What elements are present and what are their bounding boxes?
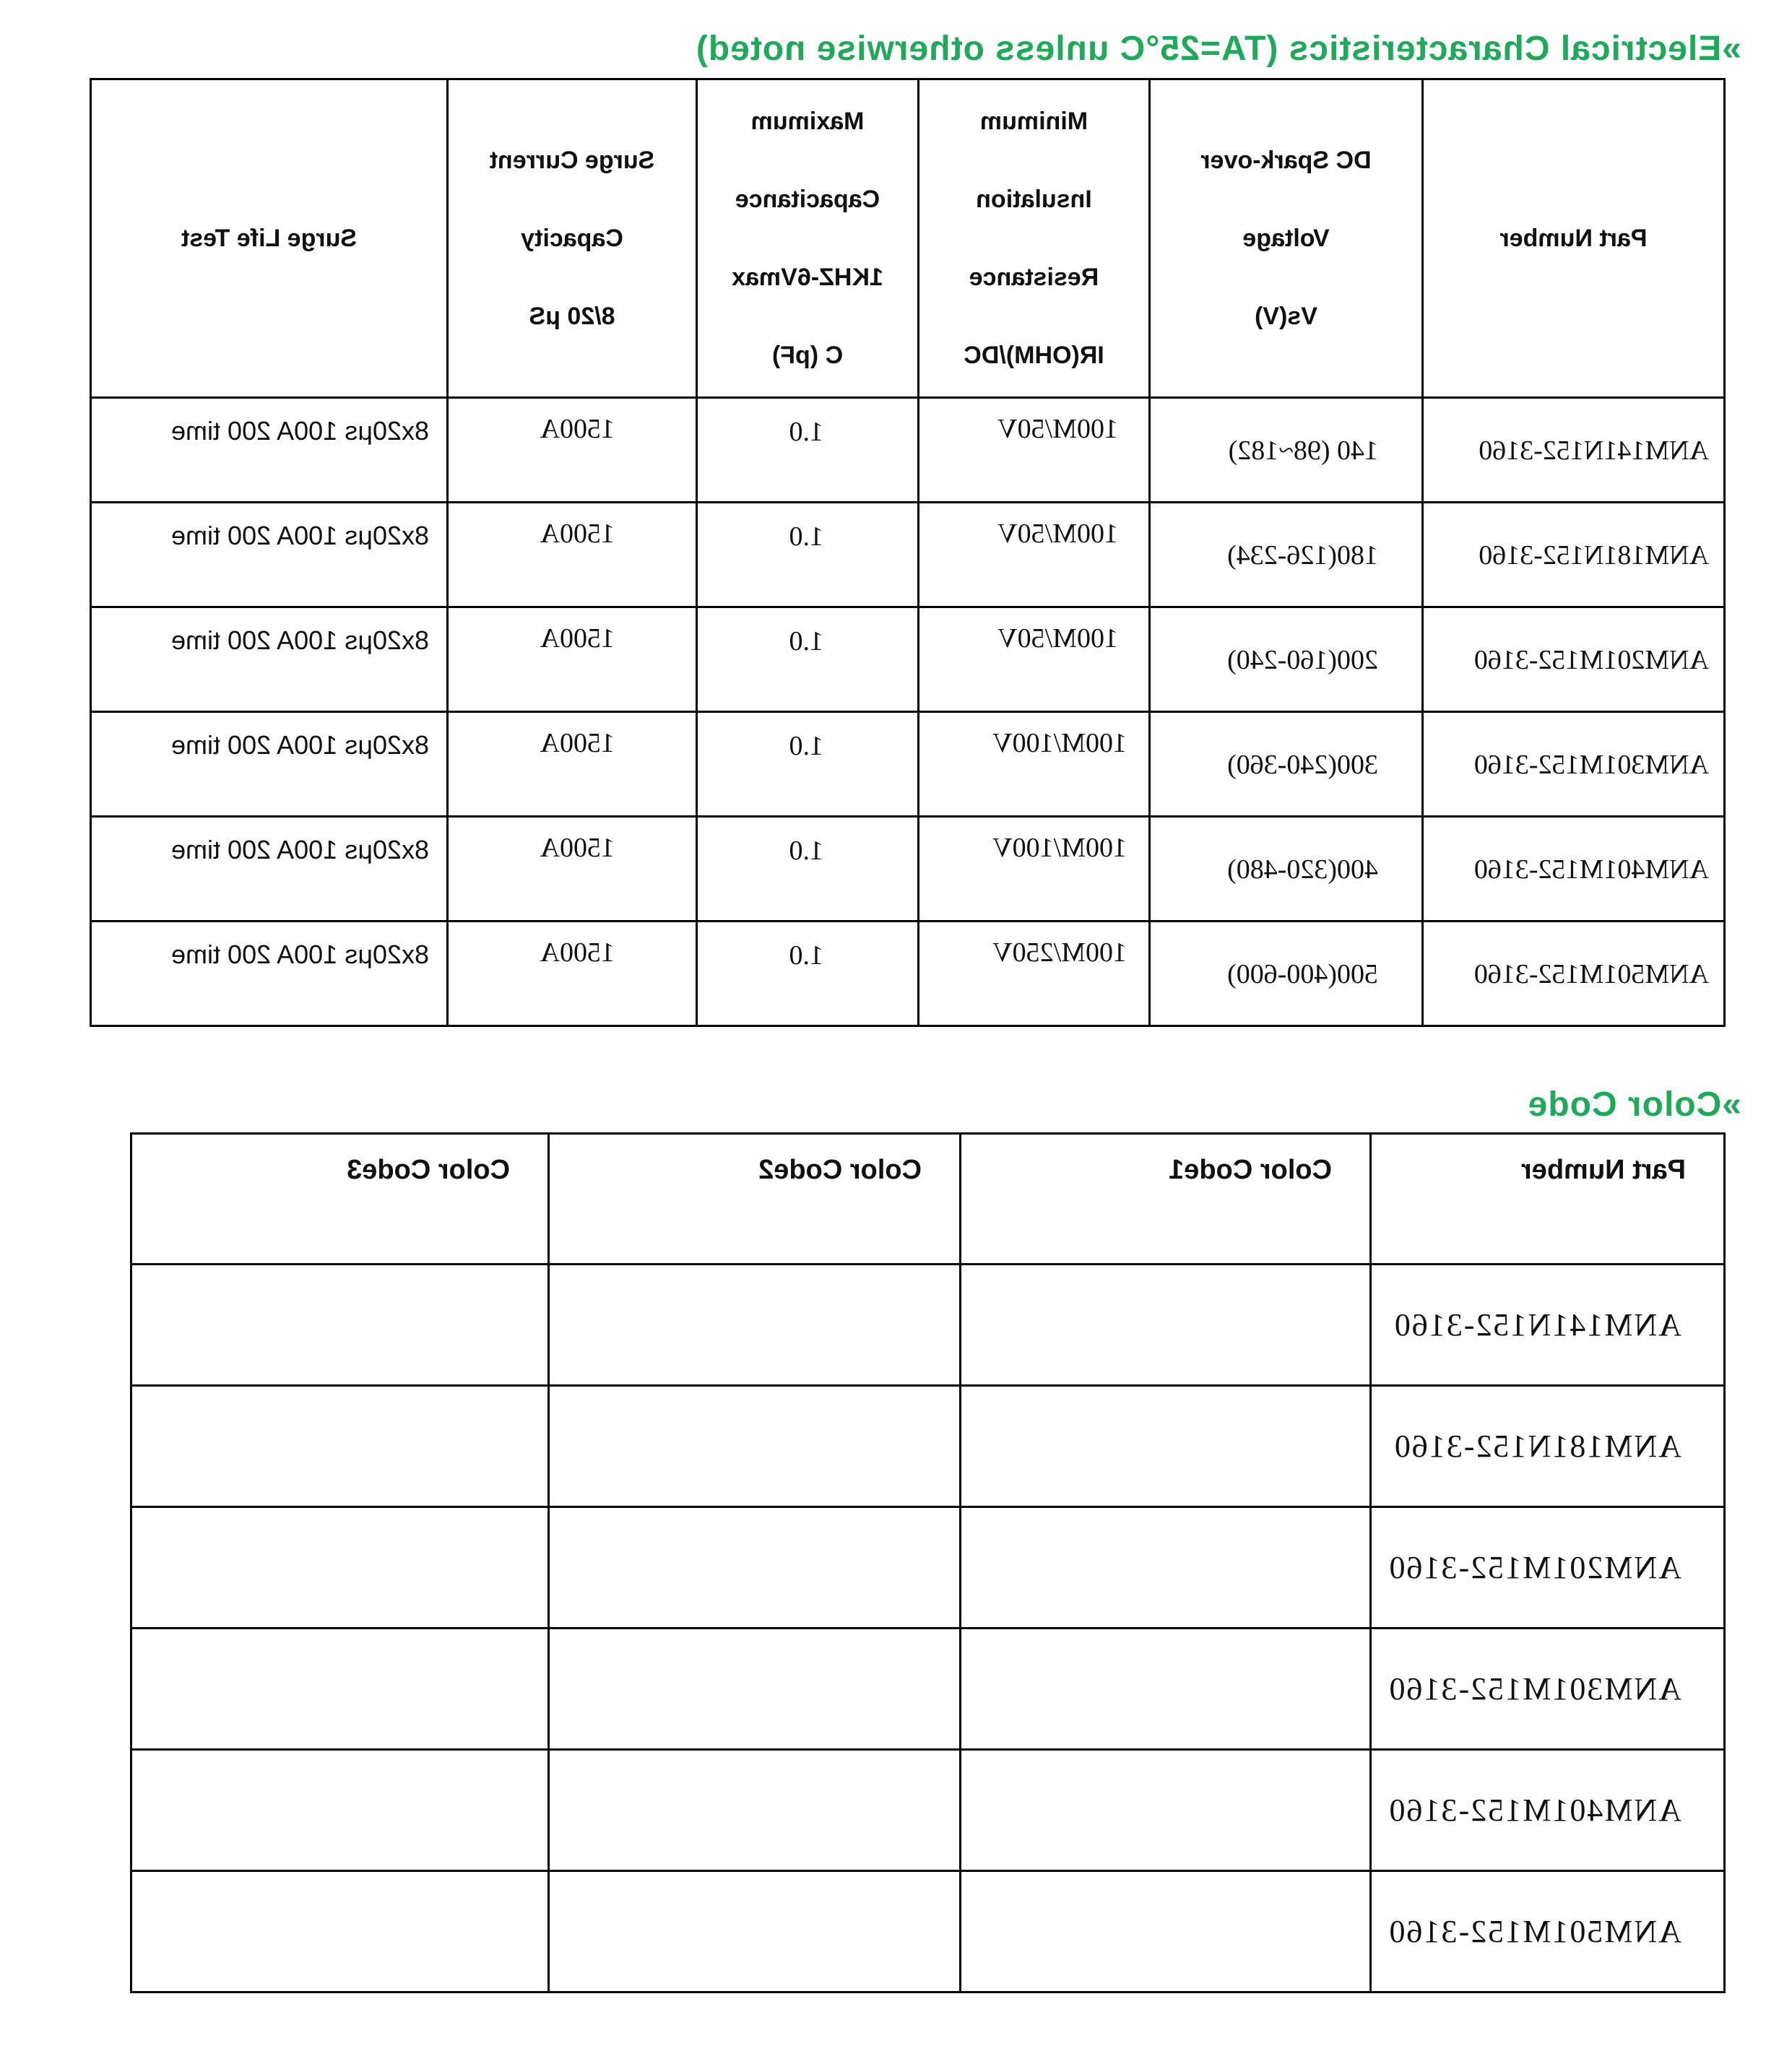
cell-color-code1 — [961, 1629, 1371, 1750]
cell-insulation: 100M/250V — [919, 922, 1150, 1026]
cell-color-code2 — [549, 1871, 961, 1993]
cell-color-code2 — [549, 1265, 961, 1386]
table-row — [131, 1871, 1725, 1993]
header-row — [91, 79, 1725, 398]
cell-part-number: ANM141N152-3160 — [1371, 1265, 1725, 1386]
color-code-title: »Color Code — [1527, 1085, 1741, 1124]
cell-insulation: 100M/50V — [919, 503, 1150, 607]
cell-part-number: ANM181N152-3160 — [1423, 503, 1725, 607]
electrical-characteristics-title: »Electrical Characteristics (TA=25°C unless otherwise noted) — [695, 30, 1741, 68]
cell-capacitance: 1.0 — [697, 712, 919, 817]
cell-part-number: ANM401M152-3160 — [1371, 1750, 1725, 1871]
table-row — [131, 1750, 1725, 1871]
cell-spark-over: 140 (98~182) — [1150, 398, 1423, 503]
cell-color-code1 — [961, 1507, 1371, 1629]
cell-color-code3 — [131, 1265, 549, 1386]
cell-surge-current: 1500A — [448, 922, 697, 1026]
cell-surge-life: 8x20μs 100A 200 time — [91, 607, 448, 712]
cell-insulation: 100M/100V — [919, 712, 1150, 817]
cell-color-code1 — [961, 1386, 1371, 1507]
cell-color-code1 — [961, 1871, 1371, 1993]
cell-part-number: ANM301M152-3160 — [1371, 1629, 1725, 1750]
cell-capacitance: 1.0 — [697, 398, 919, 503]
cell-part-number: ANM501M152-3160 — [1371, 1871, 1725, 1993]
cell-capacitance: 1.0 — [697, 607, 919, 712]
color-code-table — [130, 1132, 1726, 1993]
cell-color-code3 — [131, 1629, 549, 1750]
header-spark-over: DC Spark-over Voltage Vs(V) — [1150, 79, 1423, 398]
cell-color-code3 — [131, 1871, 549, 1993]
table-row — [91, 503, 1725, 607]
cell-surge-life: 8x20μs 100A 200 time — [91, 398, 448, 503]
table-row — [131, 1386, 1725, 1507]
cell-surge-life: 8x20μs 100A 200 time — [91, 922, 448, 1026]
cell-part-number: ANM301M152-3160 — [1423, 712, 1725, 817]
cell-insulation: 100M/100V — [919, 817, 1150, 922]
table-row — [91, 607, 1725, 712]
cell-color-code2 — [549, 1507, 961, 1629]
cell-insulation: 100M/50V — [919, 607, 1150, 712]
cell-part-number: ANM141N152-3160 — [1423, 398, 1725, 503]
cell-spark-over: 200(160-240) — [1150, 607, 1423, 712]
cell-capacitance: 1.0 — [697, 817, 919, 922]
cell-surge-current: 1500A — [448, 503, 697, 607]
header-color-code2: Color Code2 — [549, 1134, 961, 1265]
cell-surge-current: 1500A — [448, 712, 697, 817]
cell-surge-life: 8x20μs 100A 200 time — [91, 817, 448, 922]
cell-part-number: ANM181N152-3160 — [1371, 1386, 1725, 1507]
cell-spark-over: 180(126-234) — [1150, 503, 1423, 607]
cell-color-code2 — [549, 1629, 961, 1750]
header-row — [131, 1134, 1725, 1265]
header-insulation: Minimum Insulation Resistance IR(OHM)/DC — [919, 79, 1150, 398]
header-surge-life: Surge Life Test — [91, 79, 448, 398]
table-row — [91, 817, 1725, 922]
cell-color-code3 — [131, 1507, 549, 1629]
table-row — [91, 398, 1725, 503]
cell-spark-over: 400(320-480) — [1150, 817, 1423, 922]
header-part-number: Part Number — [1423, 79, 1725, 398]
cell-color-code2 — [549, 1386, 961, 1507]
header-color-code3: Color Code3 — [131, 1134, 549, 1265]
cell-part-number: ANM501M152-3160 — [1423, 922, 1725, 1026]
table-row — [91, 922, 1725, 1026]
cell-surge-current: 1500A — [448, 607, 697, 712]
cell-part-number: ANM401M152-3160 — [1423, 817, 1725, 922]
cell-color-code1 — [961, 1750, 1371, 1871]
cell-part-number: ANM201M152-3160 — [1371, 1507, 1725, 1629]
cell-capacitance: 1.0 — [697, 503, 919, 607]
cell-capacitance: 1.0 — [697, 922, 919, 1026]
cell-insulation: 100M/50V — [919, 398, 1150, 503]
cell-part-number: ANM201M152-3160 — [1423, 607, 1725, 712]
cell-spark-over: 300(240-360) — [1150, 712, 1423, 817]
cell-surge-current: 1500A — [448, 398, 697, 503]
cell-spark-over: 500(400-600) — [1150, 922, 1423, 1026]
cell-color-code3 — [131, 1386, 549, 1507]
cell-surge-life: 8x20μs 100A 200 time — [91, 712, 448, 817]
header-color-code1: Color Code1 — [961, 1134, 1371, 1265]
cell-surge-life: 8x20μs 100A 200 time — [91, 503, 448, 607]
header-capacitance: Maximum Capacitance 1KHZ-6Vmax C (pF) — [697, 79, 919, 398]
electrical-characteristics-table — [90, 78, 1726, 1027]
table-row — [91, 712, 1725, 817]
table-row — [131, 1507, 1725, 1629]
cell-surge-current: 1500A — [448, 817, 697, 922]
table-row — [131, 1265, 1725, 1386]
cell-color-code3 — [131, 1750, 549, 1871]
table-row — [131, 1629, 1725, 1750]
header-part-number: Part Number — [1371, 1134, 1725, 1265]
cell-color-code1 — [961, 1265, 1371, 1386]
cell-color-code2 — [549, 1750, 961, 1871]
header-surge-current: Surge Current Capacity 8/20 μS — [448, 79, 697, 398]
